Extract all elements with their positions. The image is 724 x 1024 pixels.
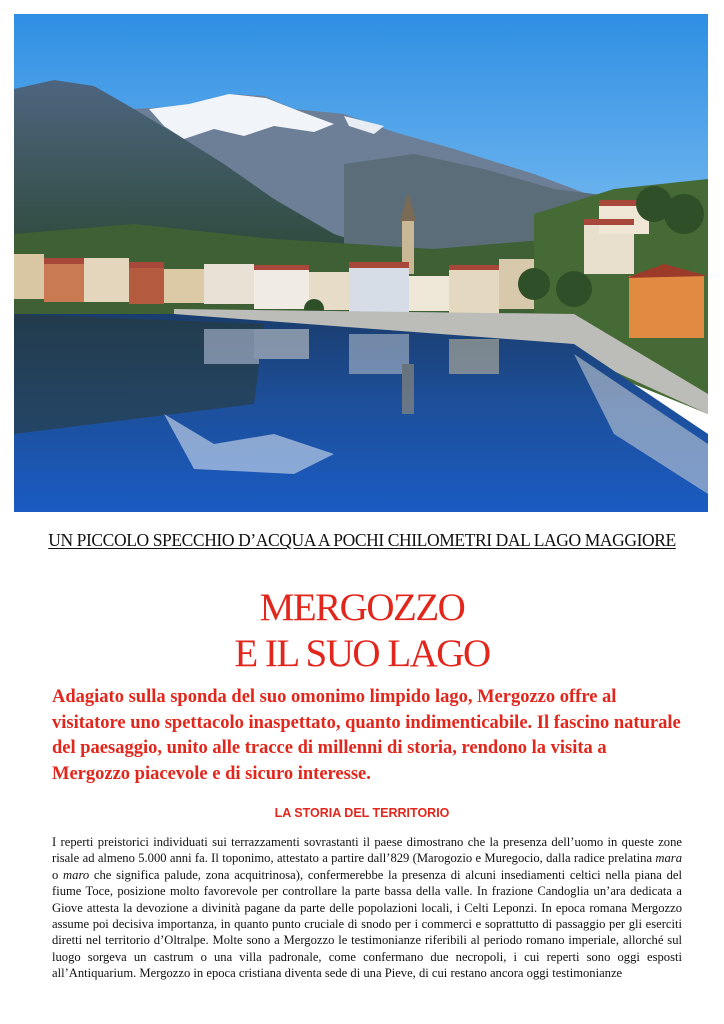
italic-word-maro: maro — [63, 867, 90, 882]
title-line-1: MERGOZZO — [259, 586, 465, 629]
subtitle: UN PICCOLO SPECCHIO D’ACQUA A POCHI CHILOMETRI DAL LAGO MAGGIORE — [48, 530, 676, 550]
body-paragraph — [52, 834, 682, 982]
section-title: LA STORIA DEL TERRITORIO — [274, 806, 450, 820]
lake-illustration — [14, 14, 708, 512]
lake-photo — [14, 14, 708, 512]
body-text-part-3: che significa palude, zona acquitrinosa), confermerebbe la presenza di alcuni insediamenti celtici nella piana del fiume Toce, posizione molto favorevole per controllare la parte bassa della valle. In frazione Candoglia un’ara dedicata a Giove attesta la devozione a divinità pagane da parte delle popolazioni locali, i Celti Leponzi. In epoca romana Mergozzo assume poi decisiva importanza, in quanto punto cruciale di snodo per i commerci e soprattutto di passaggio per gli eserciti diretti nel territorio d’Oltralpe. Molte sono a Mergozzo le testimonianze riferibili al periodo romano imperiale, allorché sul luogo sorgeva un castrum o una villa padronale, come confermano due necropoli, i cui reperti sono oggi esposti all’Antiquarium. Mergozzo in epoca cristiana diventa sede di una Pieve, di cui restano ancora oggi testimonianze — [52, 867, 682, 981]
italic-word-mara: mara — [655, 851, 682, 866]
body-text-part-1: I reperti preistorici individuati sui terrazzamenti sovrastanti il paese dimostrano che la presenza dell’uomo in queste zone risale ad almeno 5.000 anni fa. Il toponimo, attestato a partire dall’829 (Marogozio e Muregocio, dalla radice prelatina — [52, 835, 682, 866]
body-text-part-2: o — [52, 867, 64, 882]
title-line-2: E IL SUO LAGO — [234, 632, 490, 675]
page-title — [0, 585, 724, 677]
lead-paragraph: Adagiato sulla sponda del suo omonimo limpido lago, Mergozzo offre al visitatore uno spettacolo inaspettato, quanto indimenticabile. Il fascino naturale del paesaggio, unito alle tracce di millenni di storia, rendono la visita a Mergozzo piacevole e di sicuro interesse. — [52, 687, 681, 784]
